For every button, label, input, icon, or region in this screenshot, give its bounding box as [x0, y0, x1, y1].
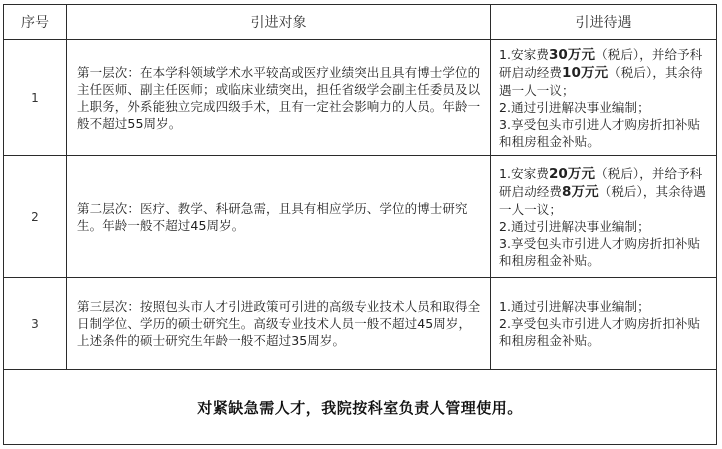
row-seq: 1: [4, 40, 67, 156]
table-footer-row: [4, 370, 717, 445]
benefit-text: （税后），并给予科研启动经费: [499, 165, 703, 199]
table-row: [4, 40, 717, 156]
header-benefit: 引进待遇: [491, 5, 717, 40]
row-target: 第二层次：医疗、教学、科研急需，且具有相应学历、学位的博士研究生。年龄一般不超过45周岁。: [67, 156, 491, 278]
header-seq: 序号: [4, 5, 67, 40]
research-fund-amount: 8万元: [562, 183, 599, 200]
benefit-item-1: [499, 165, 710, 218]
row-benefit: [491, 40, 717, 156]
settlement-amount: 30万元: [548, 46, 596, 63]
benefit-text: （税后），其余待遇一人一议；: [499, 183, 706, 217]
benefit-text: （税后），其余待遇一人一议；: [499, 64, 703, 98]
row-benefit: [491, 156, 717, 278]
benefit-text: 1.安家费: [499, 165, 549, 181]
settlement-amount: 20万元: [548, 165, 596, 182]
benefit-item-2: 2.通过引进解决事业编制；: [499, 99, 650, 115]
header-target: 引进对象: [67, 5, 491, 40]
benefit-item-1: [499, 46, 710, 99]
talent-policy-table: [3, 4, 717, 445]
benefit-item-2: 2.享受包头市引进人才购房折扣补贴和租房租金补贴。: [499, 316, 701, 348]
row-target: 第一层次：在本学科领域学术水平较高或医疗业绩突出且具有博士学位的主任医师、副主任医师；或临床业绩突出，担任省级学会副主任委员及以上职务，外系能独立完成四级手术，且有一定社会影响力的人员。年龄一般不超过55周岁。: [67, 40, 491, 156]
benefit-text: （税后），并给予科研启动经费: [499, 46, 703, 80]
benefit-item-3: 3.享受包头市引进人才购房折扣补贴和租房租金补贴。: [499, 235, 701, 268]
table-row: [4, 278, 717, 370]
benefit-item-1: 1.通过引进解决事业编制；: [499, 299, 650, 314]
research-fund-amount: 10万元: [562, 64, 609, 81]
benefit-item-2: 2.通过引进解决事业编制；: [499, 218, 650, 234]
row-target: 第三层次：按照包头市人才引进政策可引进的高级专业技术人员和取得全日制学位、学历的硕士研究生。高级专业技术人员一般不超过45周岁，上述条件的硕士研究生年龄一般不超过35周岁。: [67, 278, 491, 370]
row-seq: 3: [4, 278, 67, 370]
row-benefit: [491, 278, 717, 370]
row-seq: 2: [4, 156, 67, 278]
table-header-row: [4, 5, 717, 40]
benefit-item-3: 3.享受包头市引进人才购房折扣补贴和租房租金补贴。: [499, 116, 701, 149]
footer-note: 对紧缺急需人才，我院按科室负责人管理使用。: [4, 370, 717, 445]
benefit-text: 1.安家费: [499, 46, 549, 62]
table-row: [4, 156, 717, 278]
